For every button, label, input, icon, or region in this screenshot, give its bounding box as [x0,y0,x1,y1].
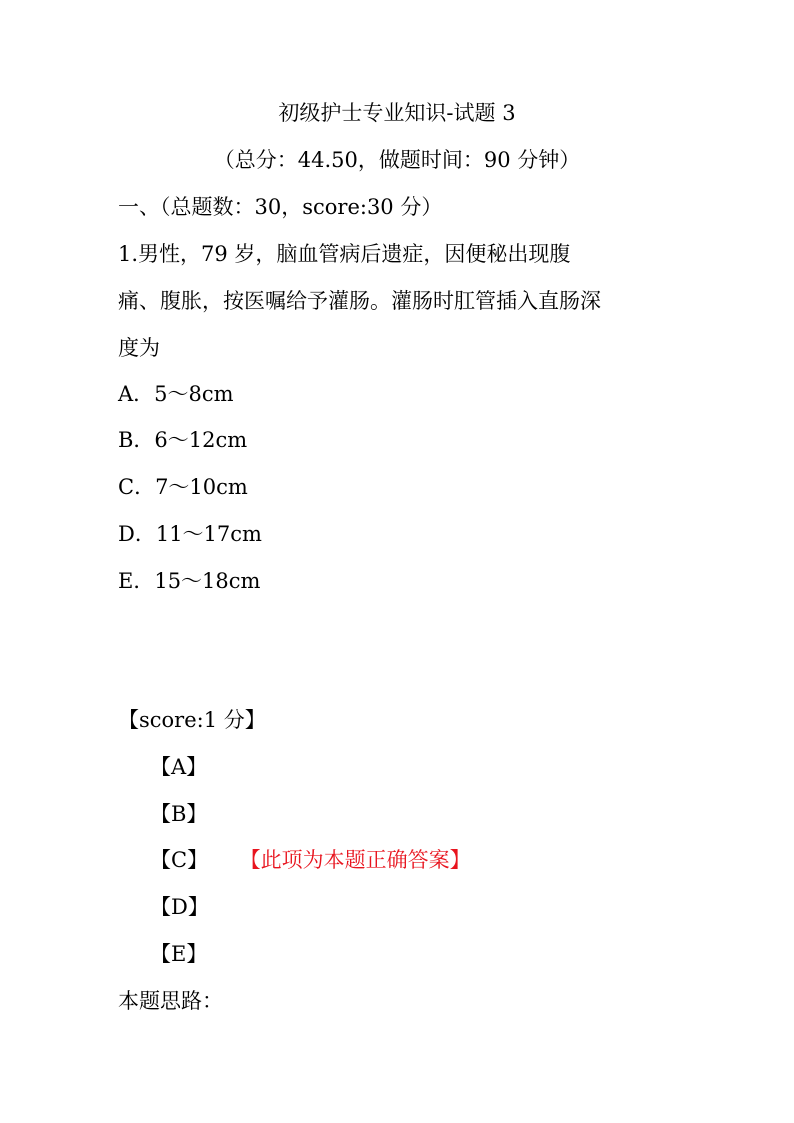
score-label: 【score:1 分】 [118,708,266,732]
document-title: 初级护士专业知识-试题 3 [278,101,516,125]
option-c: C．7～10cm [118,475,248,499]
question-stem-line: 度为 [118,336,160,360]
answer-choice-b: 【B】 [150,802,208,826]
correct-answer-mark: 【此项为本题正确答案】 [250,848,471,872]
answer-choice-d: 【D】 [150,895,209,919]
answer-choice-c-row [150,846,471,874]
document-subtitle: （总分：44.50，做题时间：90 分钟） [213,148,581,172]
question-stem-line: 1.男性，79 岁，脑血管病后遗症，因便秘出现腹 [118,242,571,266]
section-header: 一、（总题数：30，score:30 分） [118,195,443,219]
option-b: B．6～12cm [118,428,248,452]
answer-choice-c: 【C】 [150,848,209,872]
option-d: D．11～17cm [118,522,262,546]
option-a: A．5～8cm [118,382,234,406]
option-e: E．15～18cm [118,569,261,593]
question-stem-line: 痛、腹胀，按医嘱给予灌肠。灌肠时肛管插入直肠深 [118,289,601,313]
explanation-label: 本题思路： [118,989,223,1013]
answer-choice-e: 【E】 [150,942,208,966]
answer-choice-a: 【A】 [150,755,208,779]
